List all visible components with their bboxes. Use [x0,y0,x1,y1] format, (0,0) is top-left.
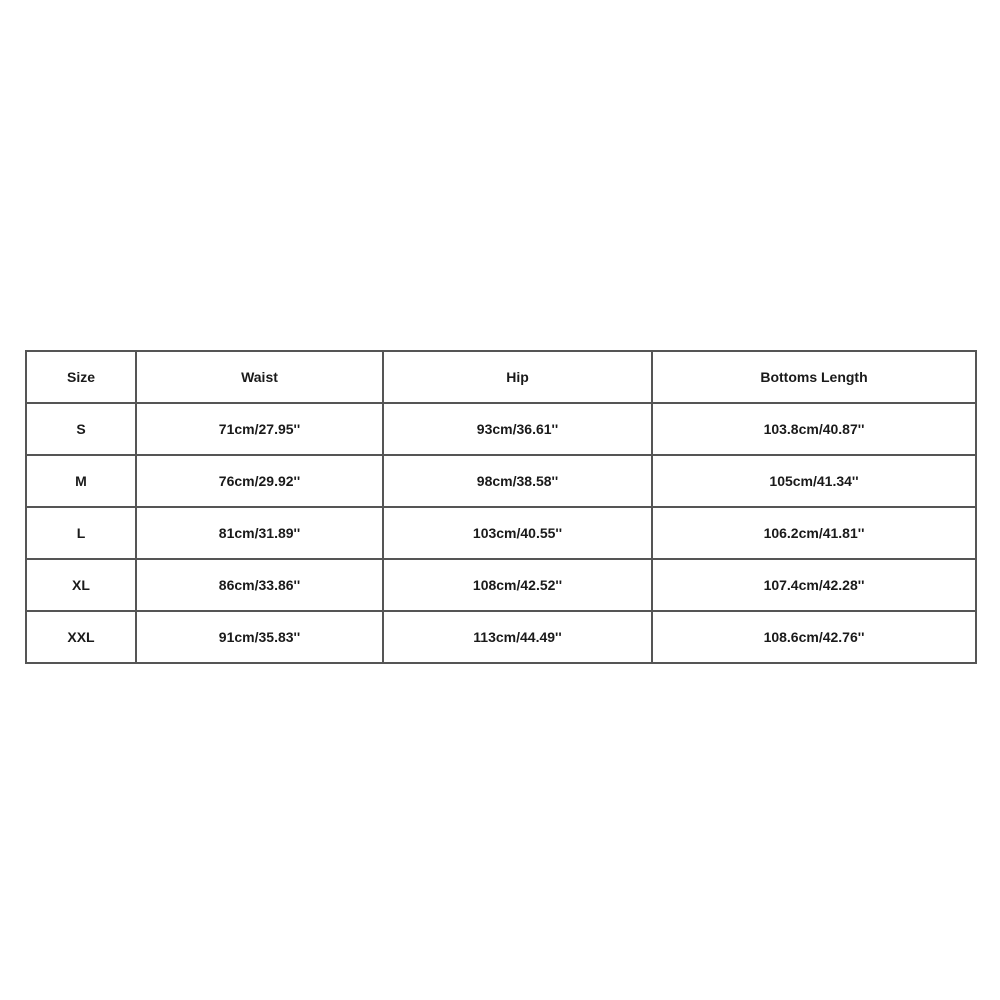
cell-hip: 113cm/44.49'' [383,611,652,663]
cell-hip: 103cm/40.55'' [383,507,652,559]
cell-waist: 76cm/29.92'' [136,455,383,507]
cell-hip: 93cm/36.61'' [383,403,652,455]
header-bottoms-length: Bottoms Length [652,351,976,403]
cell-hip: 98cm/38.58'' [383,455,652,507]
header-waist: Waist [136,351,383,403]
cell-size: XXL [26,611,136,663]
table-row [26,403,976,455]
table-row [26,507,976,559]
cell-size: XL [26,559,136,611]
cell-bottoms-length: 103.8cm/40.87'' [652,403,976,455]
header-hip: Hip [383,351,652,403]
cell-size: S [26,403,136,455]
cell-bottoms-length: 106.2cm/41.81'' [652,507,976,559]
size-chart-table [25,350,977,664]
table-row [26,559,976,611]
cell-size: L [26,507,136,559]
table-header-row [26,351,976,403]
cell-bottoms-length: 105cm/41.34'' [652,455,976,507]
cell-waist: 71cm/27.95'' [136,403,383,455]
table-row [26,611,976,663]
cell-waist: 86cm/33.86'' [136,559,383,611]
cell-bottoms-length: 107.4cm/42.28'' [652,559,976,611]
cell-size: M [26,455,136,507]
cell-bottoms-length: 108.6cm/42.76'' [652,611,976,663]
cell-waist: 81cm/31.89'' [136,507,383,559]
table-row [26,455,976,507]
cell-hip: 108cm/42.52'' [383,559,652,611]
header-size: Size [26,351,136,403]
cell-waist: 91cm/35.83'' [136,611,383,663]
